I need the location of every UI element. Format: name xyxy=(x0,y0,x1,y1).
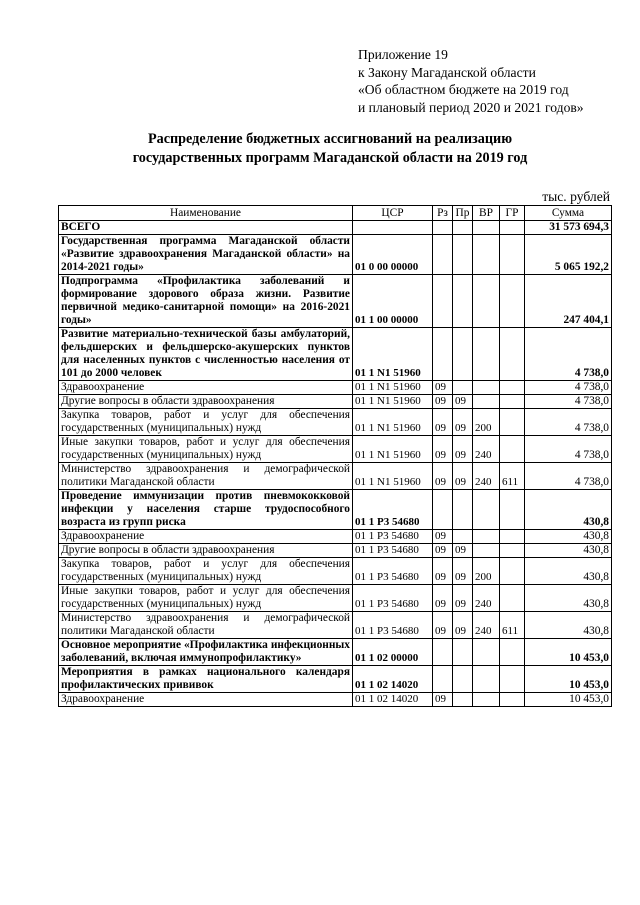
cell-gr xyxy=(500,395,525,409)
cell-rz: 09 xyxy=(433,436,453,463)
cell-rz: 09 xyxy=(433,693,453,707)
table-row xyxy=(59,328,612,381)
table-row xyxy=(59,463,612,490)
cell-name: Другие вопросы в области здравоохранения xyxy=(59,544,353,558)
cell-sum: 4 738,0 xyxy=(525,436,612,463)
cell-name: Государственная программа Магаданской области «Развитие здравоохранения Магаданской области» на 2014-2021 годы» xyxy=(59,235,353,275)
cell-pr xyxy=(453,328,473,381)
cell-sum: 10 453,0 xyxy=(525,693,612,707)
appendix-line-1: Приложение 19 xyxy=(358,47,448,62)
cell-pr: 09 xyxy=(453,436,473,463)
table-row xyxy=(59,612,612,639)
cell-sum: 4 738,0 xyxy=(525,328,612,381)
appendix-block xyxy=(358,46,584,116)
header-sum: Сумма xyxy=(525,206,612,221)
cell-csr: 01 1 02 14020 xyxy=(353,693,433,707)
cell-csr: 01 1 P3 54680 xyxy=(353,585,433,612)
cell-gr xyxy=(500,328,525,381)
title-line-1: Распределение бюджетных ассигнований на реализацию xyxy=(147,131,513,147)
table-row xyxy=(59,558,612,585)
cell-name: Министерство здравоохранения и демографической политики Магаданской области xyxy=(59,612,353,639)
header-pr: Пр xyxy=(453,206,473,221)
cell-sum: 5 065 192,2 xyxy=(525,235,612,275)
title-line-2: государственных программ Магаданской области на 2019 год xyxy=(132,150,528,166)
cell-gr xyxy=(500,558,525,585)
cell-csr: 01 0 00 00000 xyxy=(353,235,433,275)
cell-name: Иные закупки товаров, работ и услуг для обеспечения государственных (муниципальных) нужд xyxy=(59,585,353,612)
cell-rz xyxy=(433,275,453,328)
cell-pr: 09 xyxy=(453,544,473,558)
cell-rz: 09 xyxy=(433,585,453,612)
cell-gr xyxy=(500,544,525,558)
cell-sum: 10 453,0 xyxy=(525,666,612,693)
cell-vr: 200 xyxy=(473,409,500,436)
table-row xyxy=(59,409,612,436)
cell-sum: 247 404,1 xyxy=(525,275,612,328)
header-gr: ГР xyxy=(500,206,525,221)
cell-gr xyxy=(500,639,525,666)
cell-pr xyxy=(453,639,473,666)
cell-csr xyxy=(353,221,433,235)
table-row xyxy=(59,530,612,544)
cell-vr xyxy=(473,328,500,381)
table-row xyxy=(59,235,612,275)
cell-gr xyxy=(500,693,525,707)
table-row xyxy=(59,544,612,558)
cell-rz: 09 xyxy=(433,530,453,544)
cell-rz xyxy=(433,328,453,381)
cell-name: Здравоохранение xyxy=(59,381,353,395)
cell-sum: 31 573 694,3 xyxy=(525,221,612,235)
cell-sum: 4 738,0 xyxy=(525,395,612,409)
cell-rz: 09 xyxy=(433,558,453,585)
cell-sum: 430,8 xyxy=(525,490,612,530)
cell-sum: 4 738,0 xyxy=(525,381,612,395)
cell-pr xyxy=(453,693,473,707)
cell-gr xyxy=(500,221,525,235)
cell-rz xyxy=(433,666,453,693)
cell-csr: 01 1 P3 54680 xyxy=(353,544,433,558)
table-row xyxy=(59,436,612,463)
cell-sum: 430,8 xyxy=(525,558,612,585)
cell-vr xyxy=(473,275,500,328)
table-row xyxy=(59,585,612,612)
cell-vr xyxy=(473,235,500,275)
cell-pr xyxy=(453,530,473,544)
cell-name: Основное мероприятие «Профилактика инфекционных заболеваний, включая иммунопрофилактику» xyxy=(59,639,353,666)
cell-name: Закупка товаров, работ и услуг для обеспечения государственных (муниципальных) нужд xyxy=(59,409,353,436)
cell-rz: 09 xyxy=(433,463,453,490)
cell-vr xyxy=(473,490,500,530)
document-title xyxy=(60,130,600,168)
cell-rz xyxy=(433,490,453,530)
cell-name: ВСЕГО xyxy=(59,221,353,235)
cell-vr xyxy=(473,221,500,235)
appendix-line-2: к Закону Магаданской области xyxy=(358,64,536,80)
cell-vr: 240 xyxy=(473,463,500,490)
cell-csr: 01 1 P3 54680 xyxy=(353,612,433,639)
table-row xyxy=(59,693,612,707)
cell-rz: 09 xyxy=(433,409,453,436)
cell-name: Закупка товаров, работ и услуг для обеспечения государственных (муниципальных) нужд xyxy=(59,558,353,585)
cell-vr: 200 xyxy=(473,558,500,585)
header-vr: ВР xyxy=(473,206,500,221)
table-row xyxy=(59,221,612,235)
cell-name: Здравоохранение xyxy=(59,693,353,707)
cell-csr: 01 1 N1 51960 xyxy=(353,381,433,395)
cell-gr: 611 xyxy=(500,612,525,639)
table-row xyxy=(59,666,612,693)
cell-vr: 240 xyxy=(473,585,500,612)
cell-pr: 09 xyxy=(453,409,473,436)
cell-gr xyxy=(500,490,525,530)
cell-csr: 01 1 02 14020 xyxy=(353,666,433,693)
cell-rz xyxy=(433,639,453,666)
cell-name: Проведение иммунизации против пневмококковой инфекции у населения старше трудоспособного возраста из групп риска xyxy=(59,490,353,530)
header-name: Наименование xyxy=(59,206,353,221)
cell-pr xyxy=(453,221,473,235)
cell-vr xyxy=(473,693,500,707)
table-row xyxy=(59,275,612,328)
cell-gr xyxy=(500,530,525,544)
cell-pr: 09 xyxy=(453,558,473,585)
cell-pr xyxy=(453,235,473,275)
cell-gr xyxy=(500,666,525,693)
cell-pr xyxy=(453,666,473,693)
cell-csr: 01 1 N1 51960 xyxy=(353,436,433,463)
cell-name: Мероприятия в рамках национального календаря профилактических прививок xyxy=(59,666,353,693)
cell-name: Иные закупки товаров, работ и услуг для обеспечения государственных (муниципальных) нужд xyxy=(59,436,353,463)
cell-rz: 09 xyxy=(433,381,453,395)
cell-csr: 01 1 N1 51960 xyxy=(353,409,433,436)
cell-pr: 09 xyxy=(453,612,473,639)
cell-rz: 09 xyxy=(433,612,453,639)
cell-rz: 09 xyxy=(433,544,453,558)
cell-csr: 01 1 P3 54680 xyxy=(353,490,433,530)
cell-pr: 09 xyxy=(453,395,473,409)
cell-sum: 430,8 xyxy=(525,530,612,544)
cell-sum: 430,8 xyxy=(525,612,612,639)
cell-name: Развитие материально-технической базы амбулаторий, фельдшерских и фельдшерско-акушерских пунктов для населенных пунктов с численностью населения от 101 до 2000 человек xyxy=(59,328,353,381)
cell-pr: 09 xyxy=(453,585,473,612)
units-label: тыс. рублей xyxy=(542,189,610,204)
cell-name: Подпрограмма «Профилактика заболеваний и формирование здорового образа жизни. Развитие первичной медико-санитарной помощи» на 2016-2021 годы» xyxy=(59,275,353,328)
cell-pr xyxy=(453,490,473,530)
cell-csr: 01 1 N1 51960 xyxy=(353,328,433,381)
cell-pr xyxy=(453,381,473,395)
cell-csr: 01 1 00 00000 xyxy=(353,275,433,328)
cell-name: Министерство здравоохранения и демографической политики Магаданской области xyxy=(59,463,353,490)
cell-sum: 430,8 xyxy=(525,544,612,558)
cell-name: Здравоохранение xyxy=(59,530,353,544)
cell-vr xyxy=(473,544,500,558)
cell-vr xyxy=(473,666,500,693)
cell-vr xyxy=(473,381,500,395)
budget-table xyxy=(58,205,612,707)
appendix-line-4: и плановый период 2020 и 2021 годов» xyxy=(358,99,584,115)
cell-rz: 09 xyxy=(433,395,453,409)
table-row xyxy=(59,395,612,409)
table-row xyxy=(59,381,612,395)
cell-pr: 09 xyxy=(453,463,473,490)
cell-sum: 4 738,0 xyxy=(525,463,612,490)
cell-pr xyxy=(453,275,473,328)
cell-gr xyxy=(500,381,525,395)
cell-gr xyxy=(500,585,525,612)
header-rz: Рз xyxy=(433,206,453,221)
table-header-row xyxy=(59,206,612,221)
cell-sum: 4 738,0 xyxy=(525,409,612,436)
table-row xyxy=(59,490,612,530)
cell-sum: 430,8 xyxy=(525,585,612,612)
cell-csr: 01 1 02 00000 xyxy=(353,639,433,666)
cell-vr xyxy=(473,395,500,409)
cell-name: Другие вопросы в области здравоохранения xyxy=(59,395,353,409)
cell-sum: 10 453,0 xyxy=(525,639,612,666)
cell-vr: 240 xyxy=(473,436,500,463)
cell-vr xyxy=(473,530,500,544)
cell-csr: 01 1 N1 51960 xyxy=(353,395,433,409)
cell-gr xyxy=(500,409,525,436)
cell-gr xyxy=(500,436,525,463)
cell-gr: 611 xyxy=(500,463,525,490)
table-row xyxy=(59,639,612,666)
header-csr: ЦСР xyxy=(353,206,433,221)
cell-csr: 01 1 N1 51960 xyxy=(353,463,433,490)
cell-rz xyxy=(433,221,453,235)
cell-csr: 01 1 P3 54680 xyxy=(353,558,433,585)
cell-vr: 240 xyxy=(473,612,500,639)
cell-vr xyxy=(473,639,500,666)
cell-csr: 01 1 P3 54680 xyxy=(353,530,433,544)
cell-gr xyxy=(500,275,525,328)
cell-gr xyxy=(500,235,525,275)
appendix-line-3: «Об областном бюджете на 2019 год xyxy=(358,82,569,97)
cell-rz xyxy=(433,235,453,275)
